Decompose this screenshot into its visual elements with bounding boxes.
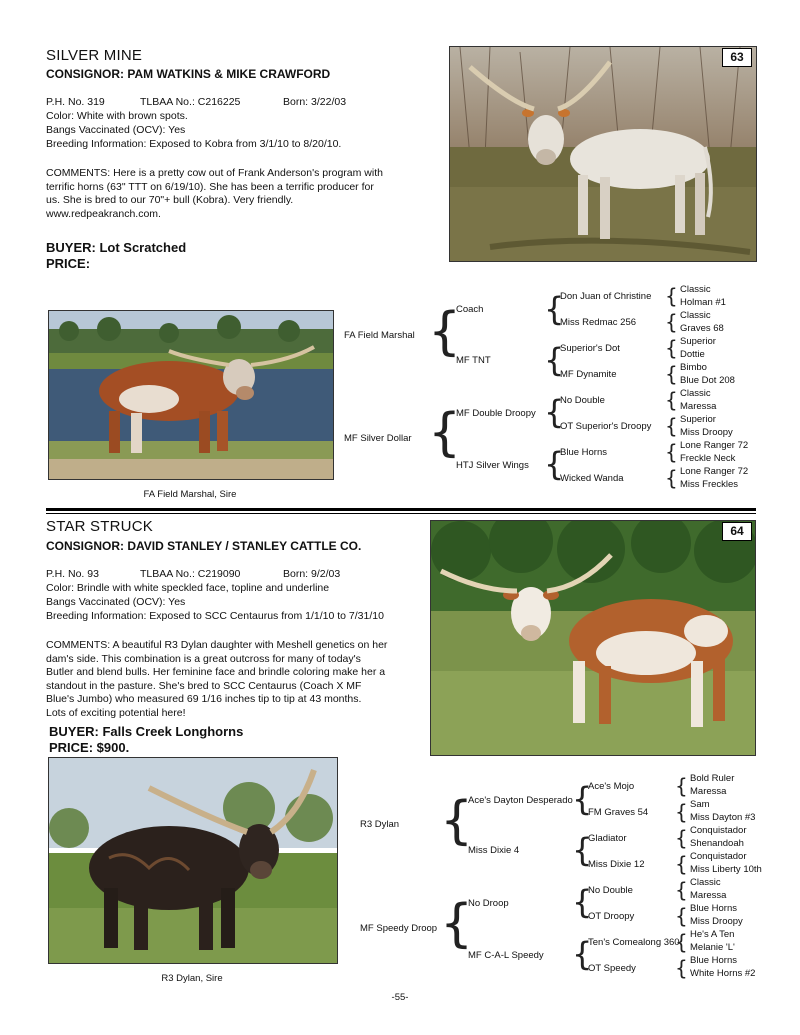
brace: { [544,393,565,431]
pedigree-name: Classic [680,284,711,295]
brace: { [665,414,678,438]
tlbaa-number: TLBAA No.: C216225 [140,96,241,108]
brace: { [665,336,678,360]
pedigree-dam: MF Speedy Droop [360,923,438,934]
pedigree-name: Dottie [680,349,705,360]
comments-line: Blue's Jumbo) who measured 69 1/16 inches tip to tip at 43 months. [46,693,362,705]
pedigree-name: Maressa [680,401,717,412]
born-date: Born: 9/2/03 [283,568,341,580]
comments-line: dam's side. This combination is a great outcross for many of today's [46,652,361,665]
comments-line: terrific horns (63" TTT on 6/19/10). She has been a terrific producer for [46,180,374,193]
brace: { [675,774,688,798]
comments [46,167,426,221]
cow-photo [449,46,757,262]
comments-line: Butler and blend bulls. Her feminine face and brindle coloring make her a [46,666,386,678]
consignor: CONSIGNOR: PAM WATKINS & MIKE CRAWFORD [46,67,331,81]
brace: { [572,780,593,818]
pedigree-name: MF C-A-L Speedy [468,950,544,961]
pedigree-name: Superior's Dot [560,343,620,354]
pedigree-name: He's A Ten [690,929,735,940]
brace: { [665,388,678,412]
brace: { [675,930,688,954]
pedigree-name: Miss Redmac 256 [560,317,637,328]
pedigree-name: Bimbo [680,362,707,373]
brace: { [544,341,565,379]
pedigree-name: Maressa [690,786,727,797]
pedigree-name: Sam [690,799,710,810]
brace: { [675,852,688,876]
brace: { [665,310,678,334]
pedigree-name: Miss Dixie 12 [588,859,645,870]
pedigree-name: MF Double Droopy [456,408,536,419]
cow-photo [430,520,756,756]
pedigree-name: Melanie 'L' [690,942,735,953]
brace: { [675,904,688,928]
price: PRICE: [46,256,91,271]
lot-name: SILVER MINE [46,47,143,64]
pedigree-sire: FA Field Marshal [344,330,415,341]
bangs-info: Bangs Vaccinated (OCV): Yes [46,596,186,608]
comments-line: www.redpeakranch.com. [46,207,161,220]
brace: { [440,791,474,851]
pedigree-name: Shenandoah [690,838,744,849]
brace: { [428,403,462,463]
pedigree-name: OT Superior's Droopy [560,421,652,432]
pedigree-name: Blue Horns [690,955,737,966]
pedigree-name: White Horns #2 [690,968,756,979]
pedigree-name: MF Dynamite [560,369,617,380]
pedigree-name: OT Speedy [588,963,636,974]
ph-number: P.H. No. 319 [46,96,105,108]
pedigree-name: Miss Droopy [680,427,733,438]
pedigree-name: No Droop [468,898,509,909]
pedigree-name: Superior [680,414,716,425]
sire-photo [48,757,338,964]
comments-line: COMMENTS: Here is a pretty cow out of Frank Anderson's program with [46,167,383,179]
ph-number: P.H. No. 93 [46,568,99,580]
pedigree-name: OT Droopy [588,911,635,922]
pedigree-name: MF TNT [456,355,491,366]
comments-line: standout in the pasture. She's bred to SCC Centaurus (Coach X MF [46,679,362,692]
pedigree-dam: MF Silver Dollar [344,433,412,444]
comments-line: COMMENTS: A beautiful R3 Dylan daughter with Meshell genetics on her [46,639,388,651]
pedigree-name: No Double [588,885,633,896]
pedigree-name: Maressa [690,890,727,901]
pedigree-sire: R3 Dylan [360,819,400,830]
brace: { [675,878,688,902]
pedigree-name: Lone Ranger 72 [680,440,749,451]
pedigree-name: Lone Ranger 72 [680,466,749,477]
pedigree-name: No Double [560,395,605,406]
lot-number-badge: 63 [722,48,752,67]
section-divider [46,508,756,511]
consignor: CONSIGNOR: DAVID STANLEY / STANLEY CATTLE CO. [46,539,362,553]
color-info: Color: Brindle with white speckled face, topline and underline [46,582,330,594]
sire-caption: R3 Dylan, Sire [161,973,223,984]
page-number: -55- [391,992,409,1003]
brace: { [544,290,565,328]
buyer: BUYER: Falls Creek Longhorns [49,724,244,739]
pedigree-name: Holman #1 [680,297,726,308]
pedigree-name: Wicked Wanda [560,473,624,484]
tlbaa-number: TLBAA No.: C219090 [140,568,241,580]
breeding-info: Breeding Information: Exposed to Kobra from 3/1/10 to 8/20/10. [46,138,342,150]
pedigree-name: Ace's Mojo [588,781,635,792]
born-date: Born: 3/22/03 [283,96,347,108]
brace: { [675,800,688,824]
pedigree-name: Conquistador [690,825,747,836]
pedigree-name: Don Juan of Christine [560,291,652,302]
comments-line: Lots of exciting potential here! [46,706,186,719]
brace: { [675,956,688,980]
breeding-info: Breeding Information: Exposed to SCC Centaurus from 1/1/10 to 7/31/10 [46,610,384,622]
sire-photo [48,310,334,480]
pedigree-name: Ten's Comealong 360 [588,937,680,948]
pedigree-name: Freckle Neck [680,453,736,464]
buyer: BUYER: Lot Scratched [46,240,187,255]
pedigree-name: Classic [680,310,711,321]
comments [46,639,426,720]
pedigree-name: Blue Dot 208 [680,375,735,386]
pedigree-name: Coach [456,304,484,315]
brace: { [665,440,678,464]
pedigree-name: Bold Ruler [690,773,735,784]
pedigree-name: Miss Dixie 4 [468,845,520,856]
pedigree-name: Classic [680,388,711,399]
pedigree-name: Blue Horns [690,903,737,914]
pedigree-name: Ace's Dayton Desperado [468,795,573,806]
comments-line: us. She is bred to our 70"+ bull (Kobra). Very friendly. [46,194,294,206]
pedigree-name: FM Graves 54 [588,807,649,818]
pedigree-name: Graves 68 [680,323,724,334]
color-info: Color: White with brown spots. [46,110,188,122]
brace: { [440,894,474,954]
pedigree-name: Superior [680,336,716,347]
brace: { [428,302,462,362]
pedigree-name: Miss Dayton #3 [690,812,756,823]
pedigree-name: Miss Freckles [680,479,739,490]
brace: { [572,935,593,973]
sire-caption: FA Field Marshal, Sire [143,489,237,500]
lot-name: STAR STRUCK [46,518,153,535]
brace: { [665,284,678,308]
brace: { [675,826,688,850]
lot-number-badge: 64 [722,522,752,541]
brace: { [665,466,678,490]
pedigree-name: Conquistador [690,851,747,862]
pedigree-name: Gladiator [588,833,627,844]
bangs-info: Bangs Vaccinated (OCV): Yes [46,124,186,136]
pedigree-name: Blue Horns [560,447,607,458]
brace: { [665,362,678,386]
pedigree-name: Miss Liberty 10th [690,864,762,875]
pedigree-name: Miss Droopy [690,916,743,927]
section-divider [46,513,756,514]
brace: { [572,831,593,869]
brace: { [544,445,565,483]
price: PRICE: $900. [49,740,130,755]
pedigree-name: HTJ Silver Wings [456,460,529,471]
pedigree-name: Classic [690,877,721,888]
brace: { [572,883,593,921]
